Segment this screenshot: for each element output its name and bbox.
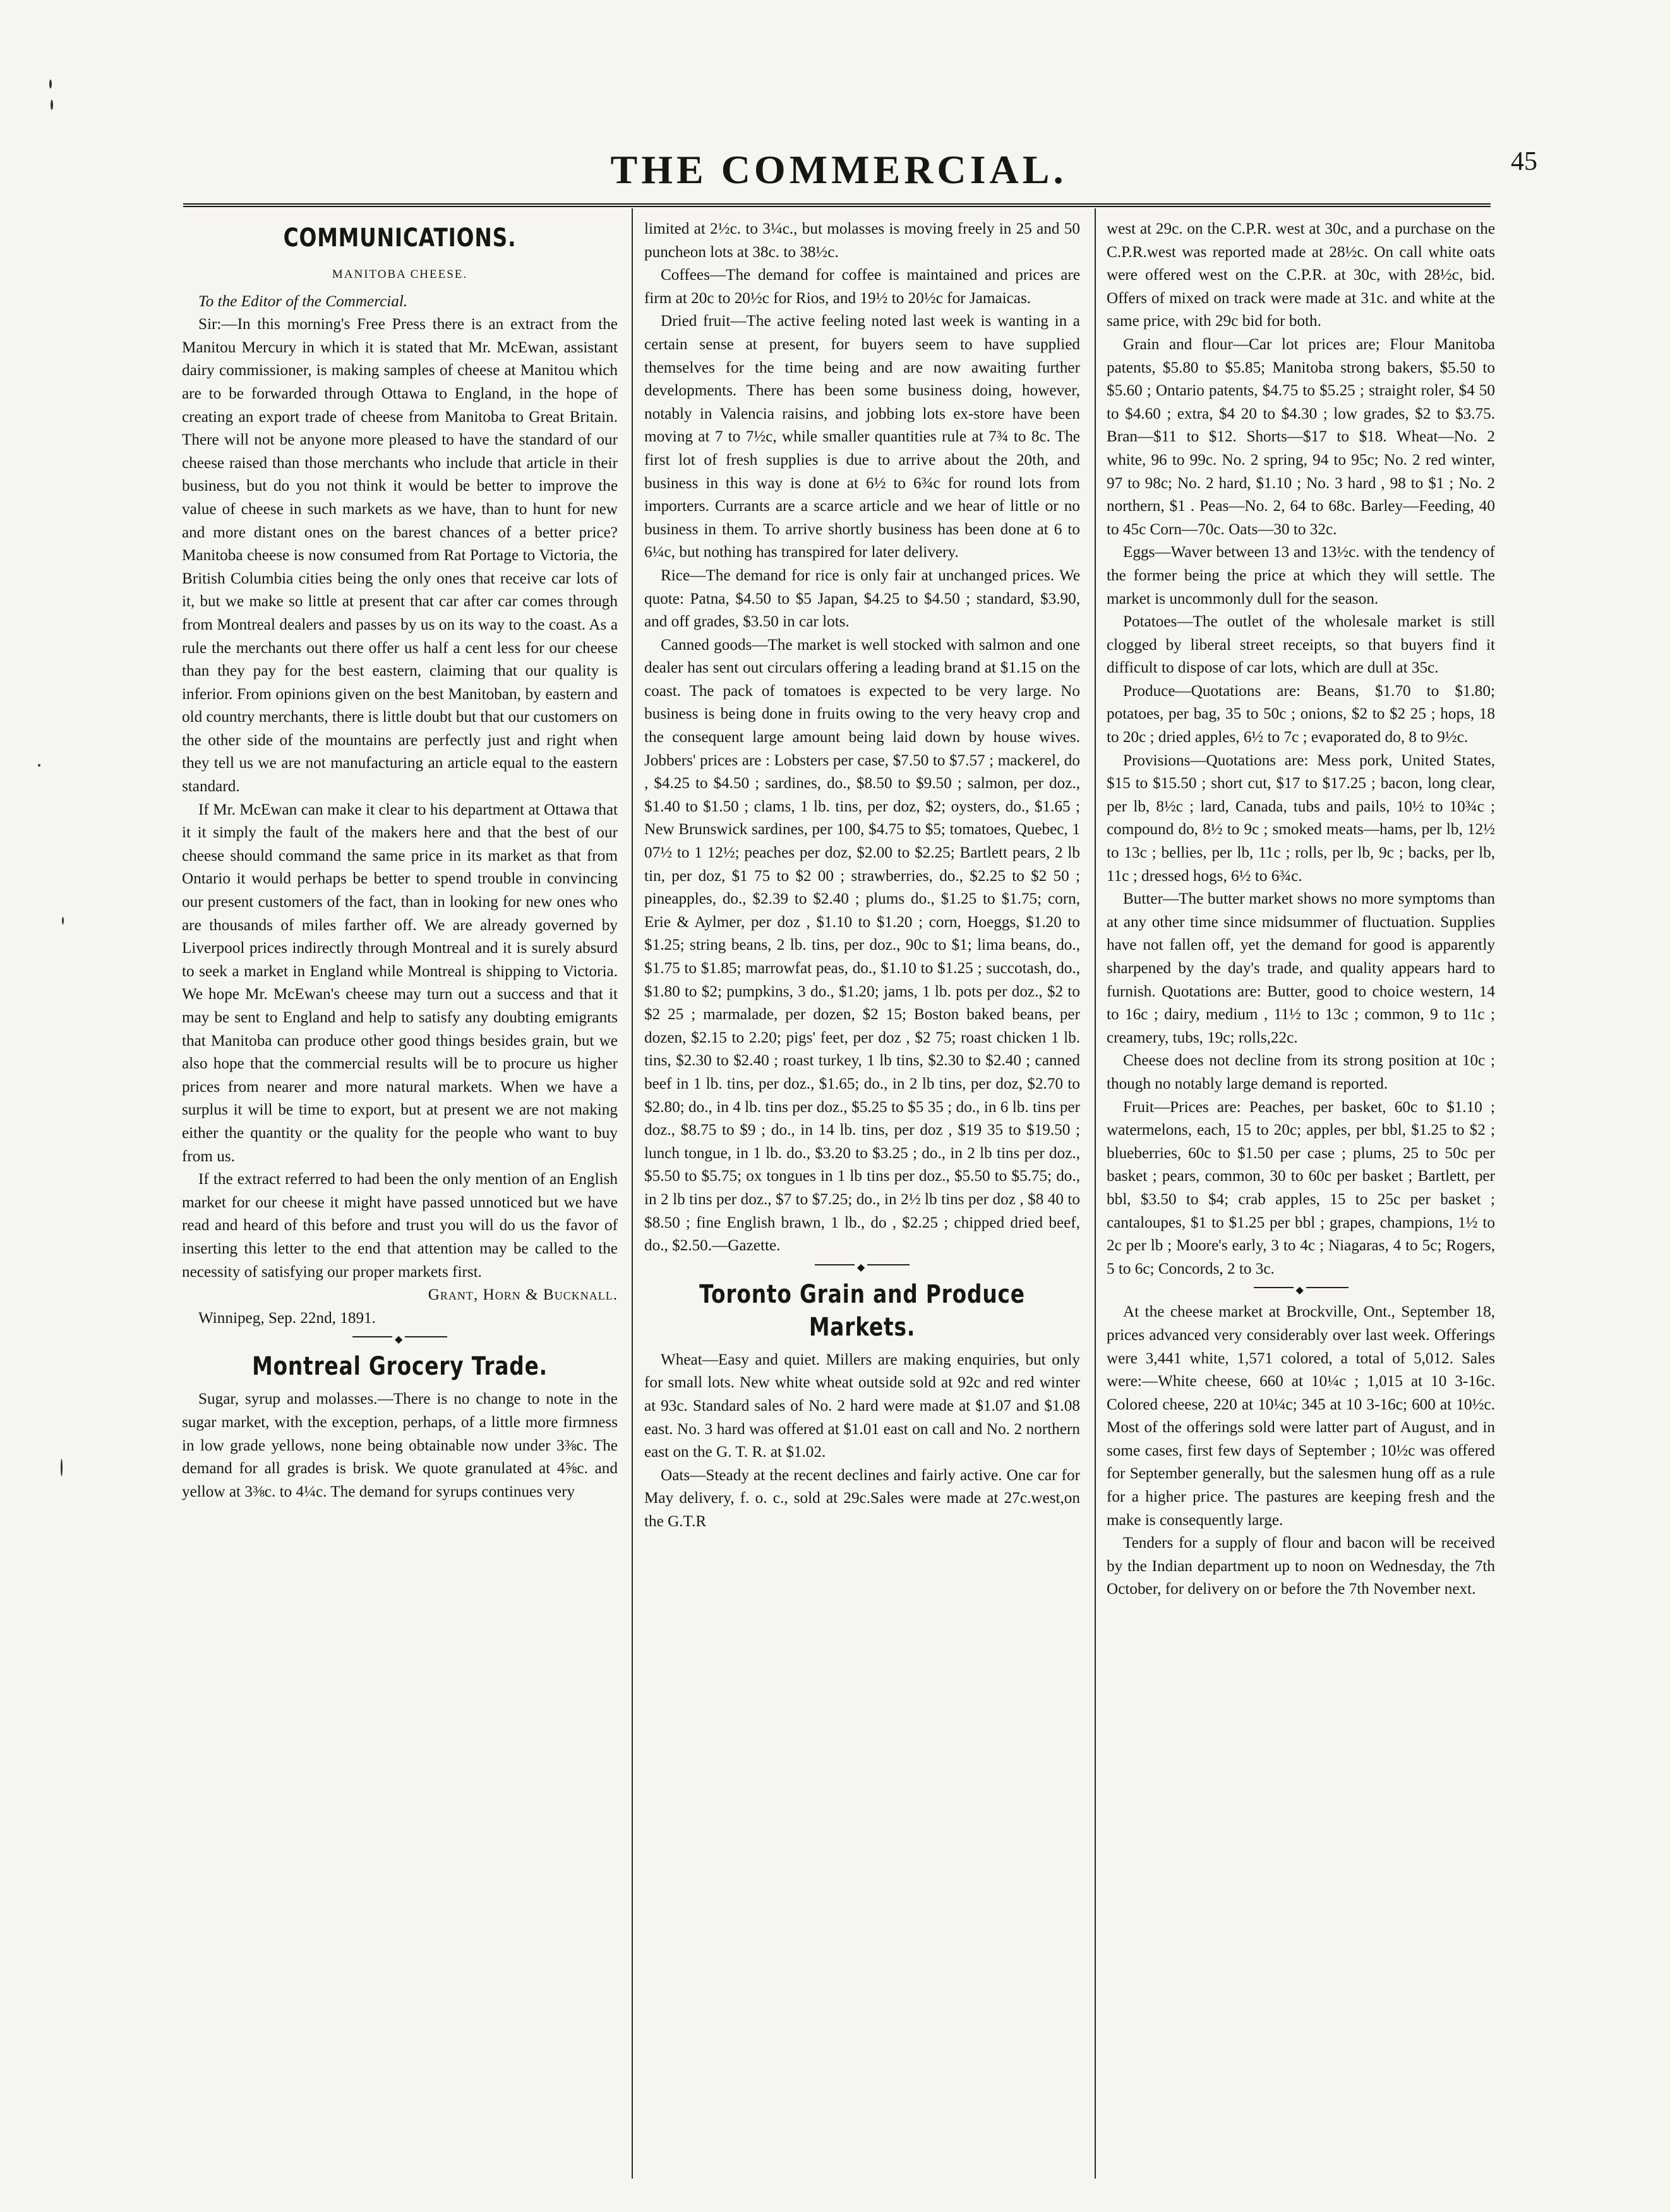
letter-dateline: Winnipeg, Sep. 22nd, 1891. xyxy=(198,1309,376,1327)
article-paragraph: Dried fruit—The active feeling noted last week is wanting in a certain sense at present, for buyers seem to have supplied themselves for the time being and are now awaiting further developments. There has been some business doing, however, notably in Valencia raisins, and jobbing lots ex-store have been moving at 7 to 7½c, while smaller quantities rule at 7¾ to 8c. The first lot of fresh supplies is due to arrive about the 20th, and business in this way is done at 6½ to 6¾c for round lots from importers. Currants are a scarce article and we hear of little or no business in them. To arrive shortly business has been done at 6 to 6¼c, but nothing has transpired for later delivery. xyxy=(644,313,1080,561)
article-paragraph: Eggs—Waver between 13 and 13½c. with the tendency of the former being the price at which they will settle. The market is uncommonly dull for the season. xyxy=(1107,544,1495,607)
scan-speck xyxy=(62,917,64,924)
scan-speck xyxy=(49,80,52,88)
article-paragraph: At the cheese market at Brockville, Ont., September 18, prices advanced very considerably over last week. Offerings were 3,441 white, 1,571 colored, a total of 5,012. Sales were:—White cheese, 660 at 10¼c ; 1,015 at 10 3-16c. Colored cheese, 220 at 10¼c; 345 at 10 3-16c; 600 at 10½c. Most of the offerings sold were latter part of August, and in some cases, first few days of September ; 10½c was offered for September generally, but the salesmen hung off as a rule for a higher price. The pastures are keeping fresh and the make is consequently large. xyxy=(1107,1303,1495,1529)
article-paragraph: Cheese does not decline from its strong position at 10c ; though no notably large demand is reported. xyxy=(1107,1052,1495,1092)
column-1 xyxy=(182,218,618,2169)
section-divider xyxy=(352,1336,447,1342)
column-rule xyxy=(632,208,633,2179)
column-2 xyxy=(644,218,1080,2169)
article-paragraph: If Mr. McEwan can make it clear to his department at Ottawa that it it simply the fault of the makers here and that the best of our cheese should command the same price in its market as that from Ontario it would perhaps be better to spend trouble in convincing our present customers of the fact, than in looking for new ones who are thousands of miles farther off. We are already governed by Liverpool prices indirectly through Montreal and it is surely absurd to seek a market in England while Montreal is shipping to Victoria. We hope Mr. McEwan's cheese may turn out a success and that it may be sent to England and help to satisfy any doubting emigrants that Manitoba can produce other good things besides grain, but we also hope that the commercial results will be to procure us higher prices from nearer and more natural markets. When we have a surplus it will be time to export, but at present we are not making either the quantity or the quality for the people who want to buy from us. xyxy=(182,801,618,1165)
article-paragraph: west at 29c. on the C.P.R. west at 30c, and a purchase on the C.P.R.west was reported made at 28½c. On call white oats were offered west on the C.P.R. at 30c, with 28½c, bid. Offers of mixed on track were made at 31c. and white at the same price, with 29c bid for both. xyxy=(1107,220,1495,330)
article-paragraph: Produce—Quotations are: Beans, $1.70 to $1.80; potatoes, per bag, 35 to 50c ; onions, $2 to $2 25 ; hops, 18 to 20c ; dried apples, 6½ to 7c ; evaporated do, 8 to 9½c. xyxy=(1107,682,1495,746)
article-paragraph: Fruit—Prices are: Peaches, per basket, 60c to $1.10 ; watermelons, each, 15 to 20c; apples, per bbl, $1.25 to $2 ; blueberries, 60c to $1.50 per case ; plums, 25 to 50c per basket ; pears, common, 30 to 60c per basket ; Bartlett, per bbl, $3.50 to $4; crab apples, 15 to 25c per basket ; cantaloupes, $1 to $1.25 per bbl ; grapes, champions, 1½ to 2c per lb ; Moore's early, 3 to 4c ; Niagaras, 4 to 5c; Rogers, 5 to 6c; Concords, 2 to 3c. xyxy=(1107,1098,1495,1277)
article-paragraph: Sir:—In this morning's Free Press there is an extract from the Manitou Mercury in which it is stated that Mr. McEwan, assistant dairy commissioner, is making samples of cheese at Manitou which are to be forwarded through Ottawa to England, in the hope of creating an export trade of cheese from Manitoba to Great Britain. There will not be anyone more pleased to have the standard of our cheese raised than those merchants who include that article in their business, but do you not think it would be better to improve the value of cheese in such markets as we have, than to hunt for new and more distant ones on the barest chances of a better price? Manitoba cheese is now consumed from Rat Portage to Victoria, the British Columbia cities being the only ones that receive car lots of it, but we make so little at present that car after car comes through from Montreal dealers and passes by us on its way to the coast. As a rule the merchants out there offer us half a cent less for our cheese than they pay for the best eastern, claiming that our quality is inferior. From opinions given on the best Manitoban, by eastern and old country merchants, there is little doubt but that our customers on the other side of the mountains are perfectly just and right when they tell us we are not manufacturing an article equal to the eastern standard. xyxy=(182,316,618,796)
column-3 xyxy=(1107,218,1495,2169)
section-divider xyxy=(815,1264,910,1270)
article-paragraph: Rice—The demand for rice is only fair at unchanged prices. We quote: Patna, $4.50 to $5 Japan, $4.25 to $4.50 ; standard, $3.90, and off grades, $3.50 in car lots. xyxy=(644,566,1080,631)
article-paragraph: Tenders for a supply of flour and bacon will be received by the Indian department up to noon on Wednesday, the 7th October, for delivery on or before the 7th November next. xyxy=(1107,1534,1495,1598)
section-divider xyxy=(1254,1287,1349,1293)
article-paragraph: Canned goods—The market is well stocked with salmon and one dealer has sent out circulars offering a leading brand at $1.15 on the coast. The pack of tomatoes is expected to be very large. No business is being done in fruits owing to the very heavy crop and the consequent large amount being laid down by house wives. Jobbers' prices are : Lobsters per case, $7.50 to $7.57 ; mackerel, do , $4.25 to $4.50 ; sardines, do., $8.50 to $9.50 ; salmon, per doz., $1.40 to $1.50 ; clams, 1 lb. tins, per doz, $2; oysters, do., $1.65 ; New Brunswick sardines, per 100, $4.75 to $5; tomatoes, Quebec, 1 07½ to 1 12½; peaches per doz, $2.00 to $2.25; Bartlett pears, 2 lb tin, per doz, $1 75 to $2 00 ; strawberries, do., $2.25 to $2 50 ; pineapples, do., $2.39 to $2.40 ; plums do., $1.25 to $1.75; corn, Erie & Aylmer, per doz , $1.10 to $1.20 ; corn, Hoeggs, $1.20 to $1.25; string beans, 2 lb. tins, per doz., 90c to $1; lima beans, do., $1.75 to $1.85; marrowfat peas, do., $1.10 to $1.25 ; succotash, do., $1.80 to $2; pumpkins, 3 do., $1.20; jams, 1 lb. pots per doz., $2 to $2 25 ; marmalade, per dozen, $2 15; Boston baked beans, per dozen, $2.15 to 2.20; pigs' feet, per doz , $2 75; roast chicken 1 lb. tins, $2.30 to $2.40 ; roast turkey, 1 lb tins, $2.30 to $2.40 ; canned beef in 1 lb. tins, per doz., $1.65; do., in 2 lb tins, per doz, $2.70 to $2.80; do., in 4 lb. tins per doz., $5.25 to $5 35 ; do., in 6 lb. tins per doz., $8.75 to $9 ; do., in 14 lb. tins, per doz , $19 35 to $19.50 ; lunch tongue, in 1 lb. do., $3.20 to $3.25 ; do., in 2 lb tins per doz., $5.50 to $5.75; ox tongues in 1 lb tins per doz., $5.50 to $5.75; do., in 2 lb tins per doz., $7 to $7.25; do., in 2½ lb tins per doz , $8 40 to $8.50 ; fine English brawn, 1 lb., do , $2.25 ; chipped dried beef, do., $2.50.—Gazette. xyxy=(644,636,1080,1255)
section-heading-montreal-grocery: Montreal Grocery Trade. xyxy=(252,1352,548,1382)
article-paragraph: Sugar, syrup and molasses.—There is no change to note in the sugar market, with the exception, perhaps, of a little more firmness in low grade yellows, none being obtainable now under 3⅜c. The demand for all grades is brisk. We quote granulated at 4⅝c. and yellow at 3⅜c. to 4¼c. The demand for syrups continues very xyxy=(182,1390,618,1500)
column-rule xyxy=(1095,208,1096,2179)
masthead: THE COMMERCIAL. xyxy=(610,147,1067,192)
article-paragraph: limited at 2½c. to 3¼c., but molasses is moving freely in 25 and 50 puncheon lots at 38c. to 38½c. xyxy=(644,220,1080,261)
section-heading-communications: COMMUNICATIONS. xyxy=(283,224,517,253)
article-paragraph: Grain and flour—Car lot prices are; Flour Manitoba patents, $5.80 to $5.85; Manitoba strong bakers, $5.50 to $5.60 ; Ontario patents, $4.75 to $5.25 ; straight roler, $4 50 to $4.60 ; extra, $4 20 to $4.30 ; low grades, $2 to $3.75. Bran—$11 to $12. Shorts—$17 to $18. Wheat—No. 2 white, 96 to 99c. No. 2 spring, 94 to 95c; No. 2 red winter, 97 to 98c; No. 2 hard, $1.10 ; No. 3 hard , 98 to $1 ; No. 2 northern, $1 . Peas—No. 2, 64 to 68c. Barley—Feeding, 40 to 45c Corn—70c. Oats—30 to 32c. xyxy=(1107,335,1495,538)
article-paragraph: Wheat—Easy and quiet. Millers are making enquiries, but only for small lots. New white wheat outside sold at 92c and red winter at 93c. Standard sales of No. 2 hard were made at $1.07 and $1.08 east. No. 3 hard was offered at $1.01 east on call and No. 2 northern east on the G. T. R. at $1.02. xyxy=(644,1351,1080,1461)
article-paragraph: Potatoes—The outlet of the wholesale market is still clogged by liberal street receipts, so that buyers find it difficult to dispose of car lots, which are dull at 35c. xyxy=(1107,613,1495,677)
masthead-rule xyxy=(183,203,1491,207)
article-paragraph: Butter—The butter market shows no more symptoms than at any other time since midsummer of fluctuation. Supplies have not fallen off, yet the demand for good is apparently sharpened by the day's trade, and quality appears hard to furnish. Quotations are: Butter, good to choice western, 14 to 16c ; dairy, medium , 11½ to 13c ; common, 9 to 11c ; creamery, tubs, 19c; rolls,22c. xyxy=(1107,890,1495,1046)
article-paragraph: Provisions—Quotations are: Mess pork, United States, $15 to $15.50 ; short cut, $17 to $17.25 ; bacon, long clear, per lb, 8½c ; lard, Canada, tubs and pails, 10½ to 10¾c ; compound do, 8½ to 9c ; smoked meats—hams, per lb, 12½ to 13c ; bellies, per lb, 11c ; rolls, per lb, 9c ; backs, per lb, 11c ; dressed hogs, 6½ to 6¾c. xyxy=(1107,751,1495,885)
article-subhead: MANITOBA CHEESE. xyxy=(332,268,468,281)
article-paragraph: If the extract referred to had been the only mention of an English market for our cheese it might have passed unnoticed but we have read and heard of this before and trust you will do us the favor of inserting this letter to the end that attention may be called to the necessity of satisfying our proper markets first. xyxy=(182,1171,618,1281)
section-heading-toronto-markets: Toronto Grain and Produce Markets. xyxy=(699,1279,1025,1342)
article-paragraph: Oats—Steady at the recent declines and fairly active. One car for May delivery, f. o. c., sold at 29c.Sales were made at 27c.west,on the G.T.R xyxy=(644,1466,1080,1530)
page-number: 45 xyxy=(1511,147,1537,176)
scan-speck xyxy=(61,1459,63,1476)
letter-signature: Grant, Horn & Bucknall. xyxy=(428,1286,618,1304)
scan-speck xyxy=(51,100,53,110)
scan-speck xyxy=(38,764,40,767)
article-paragraph: Coffees—The demand for coffee is maintained and prices are firm at 20c to 20½c for Rios, and 19½ to 20½c for Jamaicas. xyxy=(644,266,1080,307)
letter-salutation: To the Editor of the Commercial. xyxy=(198,292,408,310)
